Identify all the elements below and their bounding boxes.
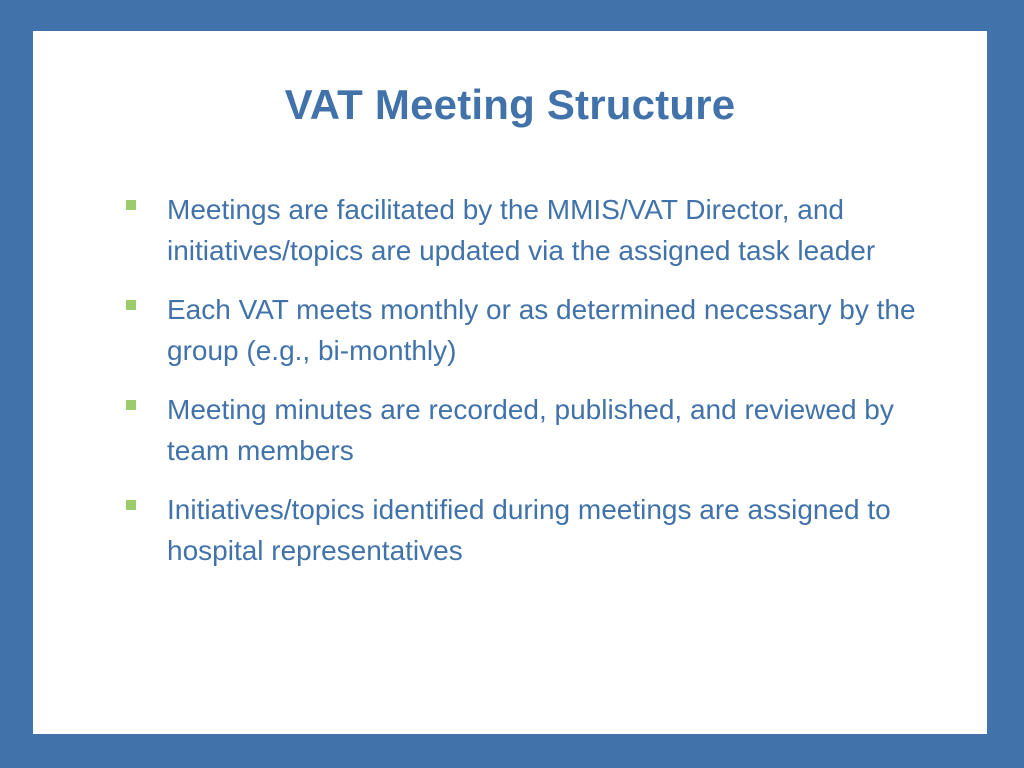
bullet-text: Initiatives/topics identified during meetings are assigned to hospital representatives bbox=[167, 494, 891, 566]
bullet-text: Each VAT meets monthly or as determined necessary by the group (e.g., bi-monthly) bbox=[167, 294, 916, 366]
bullet-list bbox=[121, 189, 921, 589]
bullet-item bbox=[121, 189, 921, 271]
slide-content bbox=[33, 31, 987, 734]
square-bullet-icon bbox=[126, 400, 136, 410]
bullet-text: Meetings are facilitated by the MMIS/VAT Director, and initiatives/topics are updated via the assigned task leader bbox=[167, 194, 876, 266]
square-bullet-icon bbox=[126, 200, 136, 210]
bullet-item bbox=[121, 389, 921, 471]
slide-title: VAT Meeting Structure bbox=[284, 81, 736, 128]
square-bullet-icon bbox=[126, 500, 136, 510]
bullet-item bbox=[121, 489, 921, 571]
bullet-text: Meeting minutes are recorded, published, and reviewed by team members bbox=[167, 394, 894, 466]
bullet-item bbox=[121, 289, 921, 371]
square-bullet-icon bbox=[126, 300, 136, 310]
